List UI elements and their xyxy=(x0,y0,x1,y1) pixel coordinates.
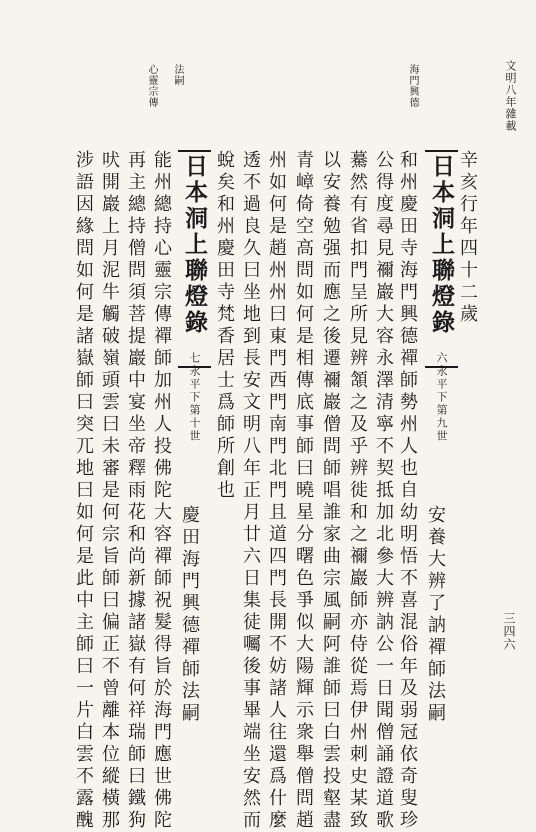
page-number: 三四六 xyxy=(502,612,516,651)
text-line-1: 辛亥行年四十二歲 xyxy=(457,150,478,326)
section-title-2: 日本洞上聯燈錄 xyxy=(178,150,211,368)
text-line-9: 蛻矣和州慶田寺梵香居士爲師所創也 xyxy=(214,150,235,502)
section-title-1: 日本洞上聯燈錄 xyxy=(425,150,458,368)
text-line-2: 和州慶田寺海門興德禪師勢州人也自幼明悟不喜混俗年及弱冠依奇叟珍 xyxy=(397,150,418,832)
side-note-fashi: 法嗣 xyxy=(172,64,183,86)
dharma-heir-heading-2: 慶田海門興德禪師法嗣 xyxy=(179,505,200,725)
text-line-12: 吠開巖上月泥牛觸破嶺頭雲曰未審是何宗旨師曰偏正不曾離本位縱橫那 xyxy=(99,150,120,832)
text-line-8: 透不過良久曰坐地到長安文明八年正月廿六日集徒囑後事畢端坐安然而 xyxy=(240,150,261,832)
text-line-10: 能州總持心靈宗傳禪師加州人投佛陀大容禪師祝髮得旨於海門應世佛陀 xyxy=(151,150,172,832)
lineage-note-2: 七永平下第十世 xyxy=(188,352,201,443)
text-line-4: 驀然有省扣門呈所見辨頷之及乎辨徙和之禰巖師亦侍從焉伊州刺史某致 xyxy=(347,150,368,832)
dharma-heir-heading-1: 安養大辨了訥禪師法嗣 xyxy=(425,505,446,725)
running-title: 文明八年雜載 xyxy=(504,60,517,132)
text-line-13: 涉語因緣問如何是諸嶽師曰突兀地曰如何是此中主師曰一片白雲不露醜 xyxy=(73,150,94,832)
text-line-3: 公得度尋見禰巖大容永澤清寧不契抵加北參大辨訥公一日聞僧誦證道歌 xyxy=(373,150,394,832)
lineage-note-1: 六永平下第九世 xyxy=(435,352,448,443)
text-line-6: 青嶂倚空高問如何是相傳底事師曰曉星分曙色爭似大陽輝示衆舉僧問趙 xyxy=(293,150,314,832)
side-note-xinling: 心靈宗傳 xyxy=(146,64,157,108)
text-line-7: 州如何是趙州州曰東門西門南門北門且道四門長開不妨諸人往還爲什麼 xyxy=(266,150,287,832)
side-note-haimen: 海門興德 xyxy=(407,64,418,108)
text-line-5: 以安養勉强而應之後遷禰巖僧問師唱誰家曲宗風嗣阿誰師曰白雲投壑盡 xyxy=(320,150,341,832)
text-line-11: 再主總持僧問須菩提巖中宴坐帝釋雨花和尚新據諸嶽有何祥瑞師曰鐵狗 xyxy=(125,150,146,832)
